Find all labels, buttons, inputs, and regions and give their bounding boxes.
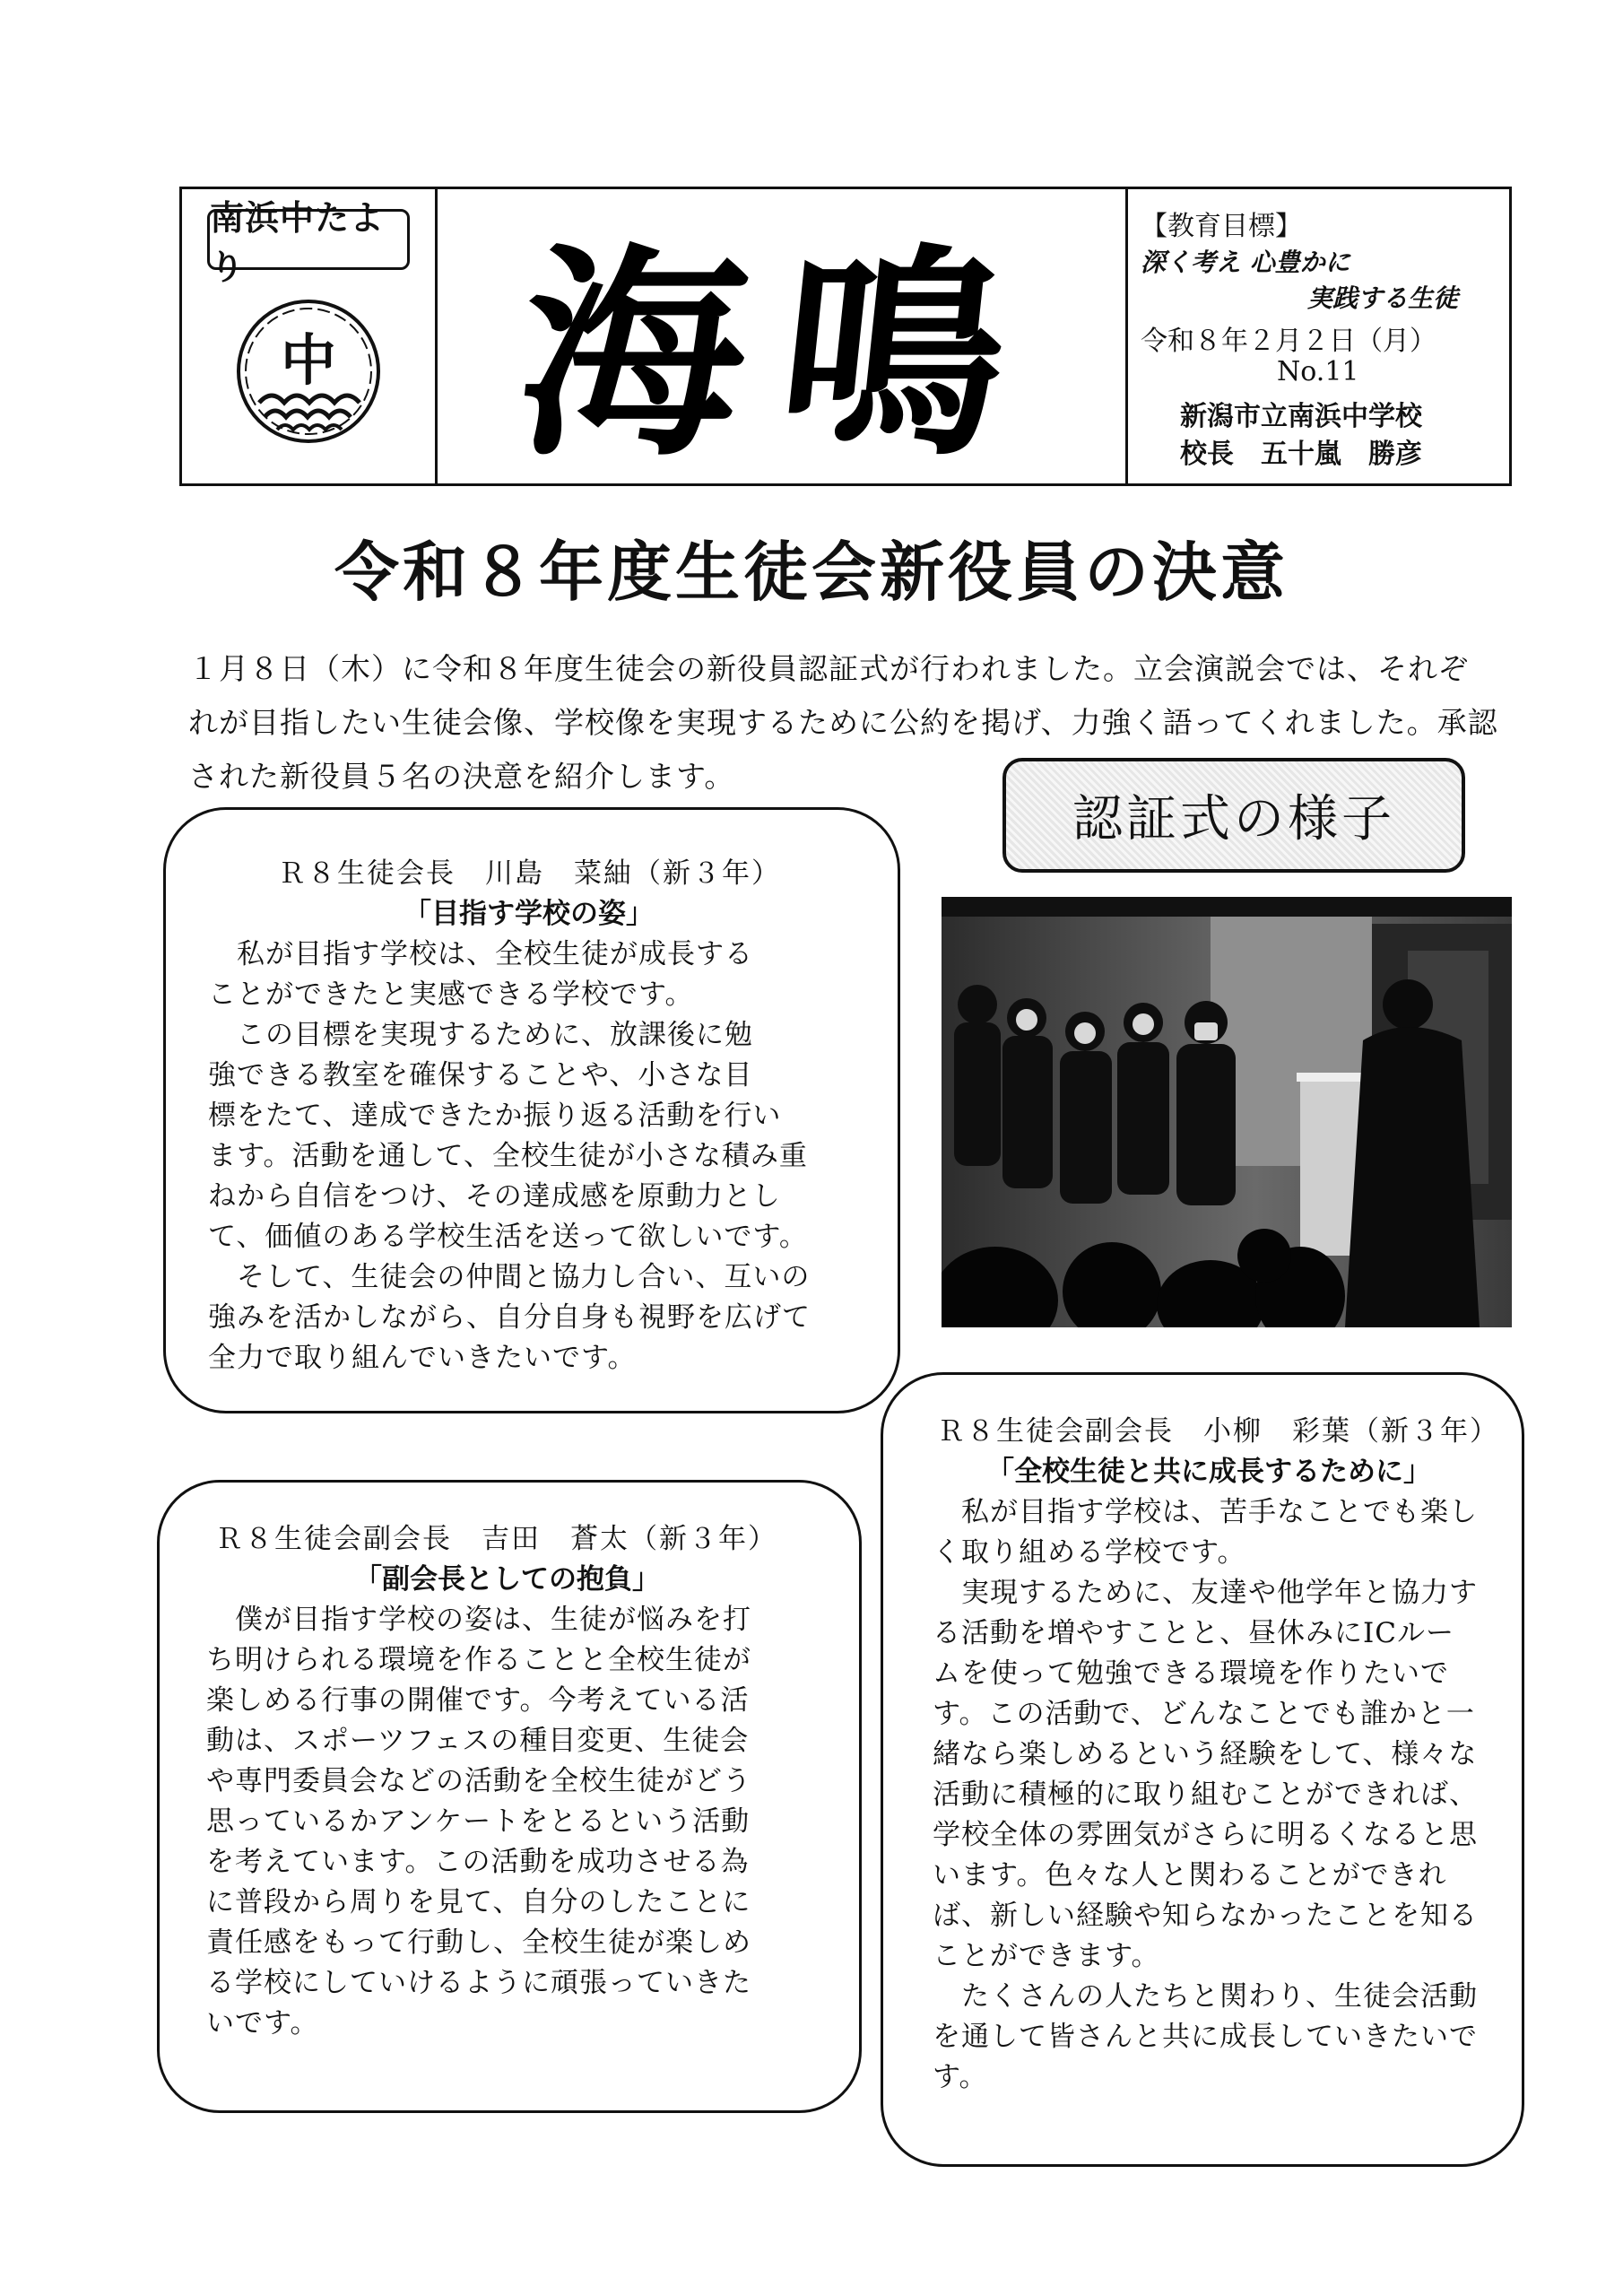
president-line: ねから自信をつけ、その達成感を原動力とし <box>208 1180 781 1213</box>
issue-date: 令和８年２月２日（月） <box>1141 326 1436 357</box>
vice2-line: ムを使って勉強できる環境を作りたいで <box>933 1657 1449 1690</box>
vice1-line: 動は、スポーツフェスの種目変更、生徒会 <box>206 1725 750 1757</box>
president-line: て、価値のある学校生活を送って欲しいです。 <box>208 1221 808 1253</box>
president-line: 強みを活かしながら、自分自身も視野を広げて <box>208 1301 811 1334</box>
vice2-line: 活動に積極的に取り組むことができれば、 <box>933 1779 1478 1811</box>
emblem-char: 中 <box>280 327 337 393</box>
vice1-heading: Ｒ８生徒会副会長 吉田 蒼太（新３年） <box>215 1523 777 1555</box>
masthead-info-column <box>1125 189 1512 483</box>
vice1-line: や専門委員会などの活動を全校生徒がどう <box>206 1765 751 1797</box>
goal-label: 【教育目標】 <box>1141 211 1302 242</box>
vice2-line: を通して皆さんと共に成長していきたいで <box>933 2021 1478 2053</box>
president-line: そして、生徒会の仲間と協力し合い、互いの <box>208 1261 811 1293</box>
goal-line-2: 実践する生徒 <box>1307 283 1459 313</box>
vice2-line: います。色々な人と関わることができれ <box>933 1859 1447 1892</box>
intro-line-1: １月８日（木）に令和８年度生徒会の新役員認証式が行われました。立会演説会では、それぞ <box>188 651 1469 686</box>
newsletter-title: 海鳴 <box>507 222 1055 486</box>
photo-caption: 認証式の様子 <box>1002 758 1465 873</box>
vice2-line: 学校全体の雰囲気がさらに明るくなると思 <box>933 1819 1478 1851</box>
vice1-line: を考えています。この活動を成功させる為 <box>206 1846 750 1878</box>
goal-line-1: 深く考え 心豊かに <box>1141 248 1350 277</box>
vice1-line: に普段から周りを見て、自分のしたことに <box>206 1886 751 1918</box>
vice2-line: る活動を増やすことと、昼休みにICルー <box>933 1617 1454 1649</box>
vice1-line: 楽しめる行事の開催です。今考えている活 <box>206 1684 750 1717</box>
president-line: 強できる教室を確保することや、小さな目 <box>208 1059 753 1091</box>
school-name: 新潟市立南浜中学校 <box>1180 401 1422 432</box>
school-emblem-icon <box>234 297 383 446</box>
vice1-subtitle: 「副会長としての抱負」 <box>354 1563 660 1596</box>
vice2-line: たくさんの人たちと関わり、生徒会活動 <box>933 1980 1478 2013</box>
newsletter-tag: 南浜中たより <box>207 209 410 270</box>
masthead-logo-column <box>182 189 438 483</box>
vice1-line: いです。 <box>206 2007 319 2039</box>
president-line: 私が目指す学校は、全校生徒が成長する <box>208 938 753 970</box>
president-subtitle: 「目指す学校の姿」 <box>404 898 654 930</box>
vice1-line: 思っているかアンケートをとるという活動 <box>206 1805 751 1838</box>
president-line: ます。活動を通して、全校生徒が小さな積み重 <box>208 1140 808 1172</box>
vice1-line: ち明けられる環境を作ることと全校生徒が <box>206 1644 751 1676</box>
masthead <box>179 187 1512 486</box>
principal-name: 校長 五十嵐 勝彦 <box>1180 439 1422 470</box>
vice2-line: 実現するために、友達や他学年と協力す <box>933 1577 1478 1609</box>
intro-line-2: れが目指したい生徒会像、学校像を実現するために公約を掲げ、力強く語ってくれました。承認 <box>188 705 1498 740</box>
vice2-heading: Ｒ８生徒会副会長 小柳 彩葉（新３年） <box>937 1415 1499 1448</box>
ceremony-photo-image <box>942 897 1512 1327</box>
vice2-line: ば、新しい経験や知らなかったことを知る <box>933 1900 1478 1932</box>
vice1-line: 僕が目指す学校の姿は、生徒が悩みを打 <box>206 1604 751 1636</box>
vice2-line: ことができます。 <box>933 1940 1160 1972</box>
president-line: この目標を実現するために、放課後に勉 <box>208 1019 753 1051</box>
vice2-line: 緒なら楽しめるという経験をして、様々な <box>933 1738 1478 1770</box>
ceremony-photo <box>942 897 1512 1327</box>
vice2-line: す。 <box>933 2061 988 2093</box>
vice1-line: る学校にしていけるように頑張っていきた <box>206 1967 751 1999</box>
intro-line-3: された新役員５名の決意を紹介します。 <box>188 759 735 794</box>
vice2-line: す。この活動で、どんなことでも誰かと一 <box>933 1698 1475 1730</box>
vice2-subtitle: 「全校生徒と共に成長するために」 <box>986 1456 1431 1488</box>
president-line: ことができたと実感できる学校です。 <box>208 978 694 1011</box>
president-line: 全力で取り組んでいきたいです。 <box>208 1342 637 1374</box>
headline: 令和８年度生徒会新役員の決意 <box>334 535 1289 610</box>
president-line: 標をたて、達成できたか振り返る活動を行い <box>208 1100 782 1132</box>
vice1-line: 責任感をもって行動し、全校生徒が楽しめ <box>206 1926 751 1959</box>
vice2-line: 私が目指す学校は、苦手なことでも楽し <box>933 1496 1478 1528</box>
president-heading: Ｒ８生徒会長 川島 菜紬（新３年） <box>278 857 781 890</box>
vice2-line: く取り組める学校です。 <box>933 1536 1246 1569</box>
issue-number: No.11 <box>1277 356 1359 387</box>
